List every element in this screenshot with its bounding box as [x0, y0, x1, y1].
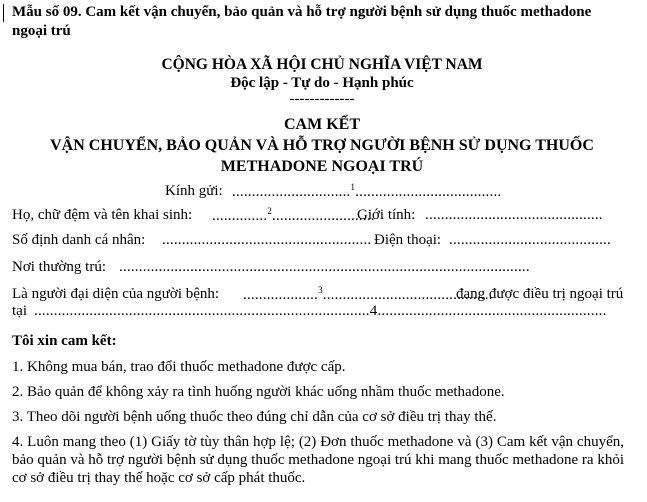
full-name-field[interactable]: ..............$^2$..........................: [212, 206, 375, 224]
recipient-line: [12, 182, 632, 204]
full-name-label: Họ, chữ đệm và tên khai sinh:: [12, 207, 193, 223]
residence-field[interactable]: ........................................................................................................: [119, 259, 530, 275]
recipient-label: Kính gửi:: [165, 183, 223, 199]
name-line: [12, 206, 632, 228]
commitment-item-3: 3. Theo dõi người bệnh uống thuốc theo đúng chỉ dẫn của cơ sở điều trị thay thế.: [12, 409, 497, 425]
document-subtitle: VẬN CHUYỂN, BẢO QUẢN VÀ HỖ TRỢ NGƯỜI BỆNH SỬ DỤNG THUỐC METHADONE NGOẠI TRÚ: [50, 137, 594, 175]
commitment-item-2: 2. Bảo quản để không xảy ra tình huống người khác uống nhầm thuốc methadone.: [12, 384, 505, 400]
nation-heading: CỘNG HÒA XÃ HỘI CHỦ NGHĨA VIỆT NAM: [161, 56, 483, 73]
recipient-field[interactable]: ..............................$^1$.....................................: [232, 182, 502, 200]
personal-id-label: Số định danh cá nhân:: [12, 232, 146, 248]
facility-label: tại: [12, 303, 27, 319]
residence-label: Nơi thường trú:: [12, 259, 106, 275]
commitment-item-4: 4. Luôn mang theo (1) Giấy tờ tùy thân hợp lệ; (2) Đơn thuốc methadone và (3) Cam kết vận chuyển, bảo quản và hỗ trợ người bệnh sử dụng thuốc methadone ngoại trú khi mang thuốc methadone ra khỏi cơ sở điều trị thay thế hoặc cơ sở cấp phát thuốc.: [12, 434, 624, 486]
facility-line: [12, 302, 632, 322]
text-cursor: [3, 4, 4, 22]
document-page: [12, 3, 632, 487]
facility-field[interactable]: .....................................................................................4..........................................................: [34, 303, 607, 319]
document-title: CAM KẾT: [284, 116, 360, 133]
gender-field[interactable]: .............................................: [425, 207, 603, 223]
motto: Độc lập - Tự do - Hạnh phúc: [230, 75, 414, 91]
gender-label: Giới tính:: [357, 207, 416, 223]
phone-label: Điện thoại:: [374, 232, 442, 248]
phone-field[interactable]: .........................................: [449, 232, 611, 248]
commitment-item-1: 1. Không mua bán, trao đổi thuốc methadone được cấp.: [12, 359, 346, 375]
personal-id-field[interactable]: .....................................................: [162, 232, 372, 248]
treatment-label: đang được điều trị ngoại trú: [456, 286, 624, 302]
id-line: [12, 231, 632, 253]
commitment-heading: Tôi xin cam kết:: [12, 333, 117, 349]
motto-rule: -------------: [289, 91, 355, 107]
representative-label: Là người đại diện của người bệnh:: [12, 286, 220, 302]
form-title: Mẫu số 09. Cam kết vận chuyển, bảo quản và hỗ trợ người bệnh sử dụng thuốc methadone ngoại trú: [12, 4, 592, 39]
representative-line: [12, 285, 632, 302]
residence-line: [12, 258, 632, 280]
patient-name-field[interactable]: ...................$^3$...........................................: [243, 285, 493, 303]
